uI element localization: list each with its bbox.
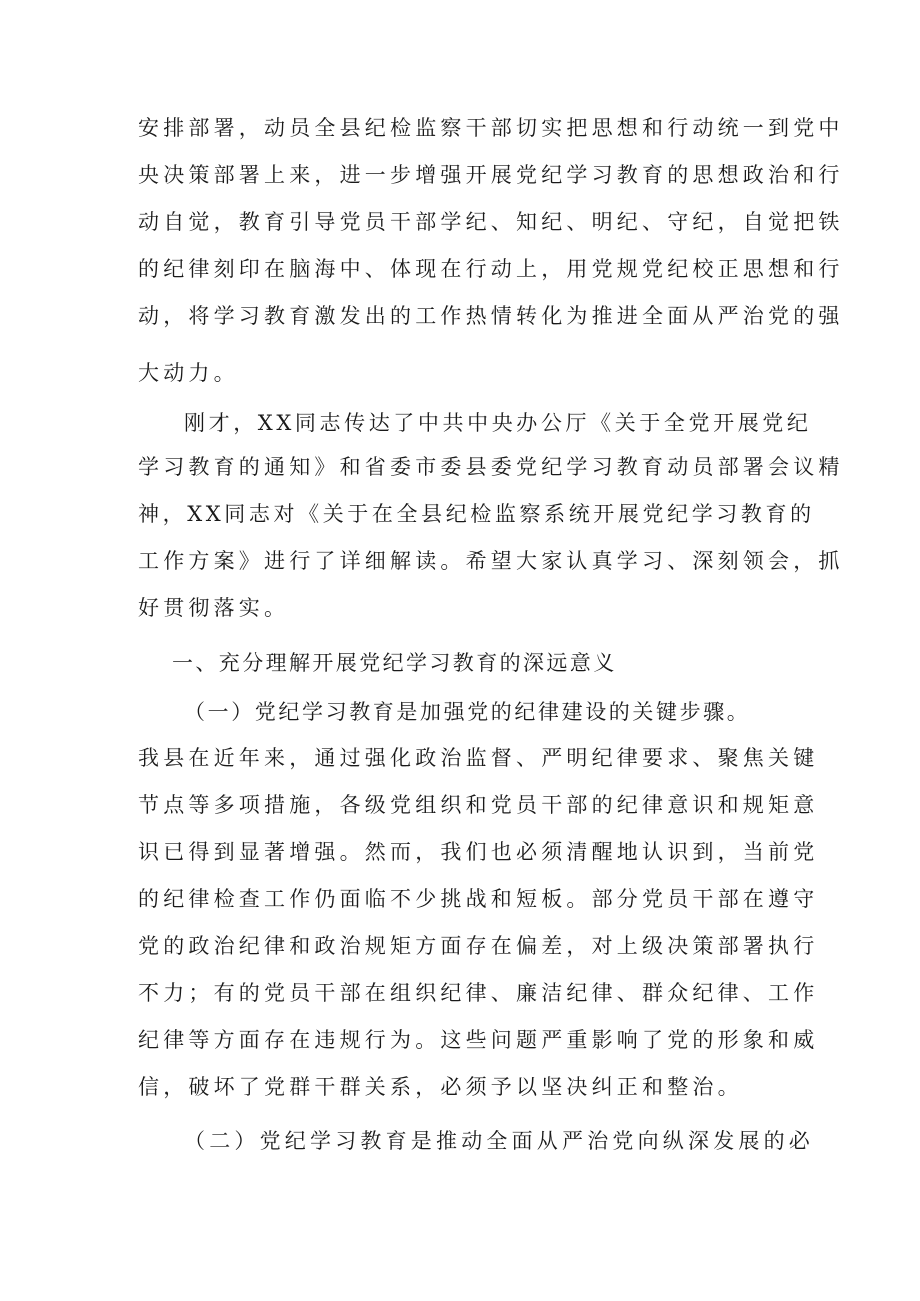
subsection-1-line-2: 我县在近年来，通过强化政治监督、严明纪律要求、聚焦关键 (138, 746, 819, 770)
subsection-1-line-9: 信，破坏了党群干群关系，必须予以坚决纠正和整治。 (138, 1075, 743, 1099)
subsection-1-line-3: 节点等多项措施，各级党组织和党员干部的纪律意识和规矩意 (138, 793, 819, 817)
paragraph-2-line-1: 刚才，XX同志传达了中共中央办公厅《关于全党开展党纪 (184, 411, 812, 435)
paragraph-1-line-4: 的纪律刻印在脑海中、体现在行动上，用党规党纪校正思想和行 (138, 257, 844, 281)
section-heading-1: 一、充分理解开展党纪学习教育的深远意义 (172, 651, 617, 675)
paragraph-2-line-5: 好贯彻落实。 (138, 596, 290, 620)
subsection-1-title: （一）党纪学习教育是加强党的纪律建设的关键步骤。 (184, 700, 751, 724)
subsection-1-line-5: 的纪律检查工作仍面临不少挑战和短板。部分党员干部在遵守 (138, 887, 819, 911)
paragraph-1-line-6: 大动力。 (138, 361, 239, 385)
paragraph-1-line-1: 安排部署，动员全县纪检监察干部切实把思想和行动统一到党中 (138, 116, 844, 140)
subsection-2-title: （二）党纪学习教育是推动全面从严治党向纵深发展的必 (184, 1129, 814, 1153)
paragraph-1-line-2: 央决策部署上来，进一步增强开展党纪学习教育的思想政治和行 (138, 163, 844, 187)
subsection-1-line-4: 识已得到显著增强。然而，我们也必须清醒地认识到，当前党 (138, 840, 819, 864)
paragraph-1-line-5: 动，将学习教育激发出的工作热情转化为推进全面从严治党的强 (138, 304, 844, 328)
paragraph-2-line-2: 学习教育的通知》和省委市委县委党纪学习教育动员部署会议精 (138, 455, 844, 479)
subsection-1-line-6: 党的政治纪律和政治规矩方面存在偏差，对上级决策部署执行 (138, 934, 819, 958)
subsection-1-line-7: 不力；有的党员干部在组织纪律、廉洁纪律、群众纪律、工作 (138, 981, 819, 1005)
paragraph-2-line-4: 工作方案》进行了详细解读。希望大家认真学习、深刻领会，抓 (138, 549, 844, 573)
subsection-1-line-8: 纪律等方面存在违规行为。这些问题严重影响了党的形象和威 (138, 1028, 819, 1052)
paragraph-2-line-3: 神，XX同志对《关于在全县纪检监察系统开展党纪学习教育的 (138, 502, 815, 526)
paragraph-1-line-3: 动自觉，教育引导党员干部学纪、知纪、明纪、守纪，自觉把铁 (138, 210, 844, 234)
